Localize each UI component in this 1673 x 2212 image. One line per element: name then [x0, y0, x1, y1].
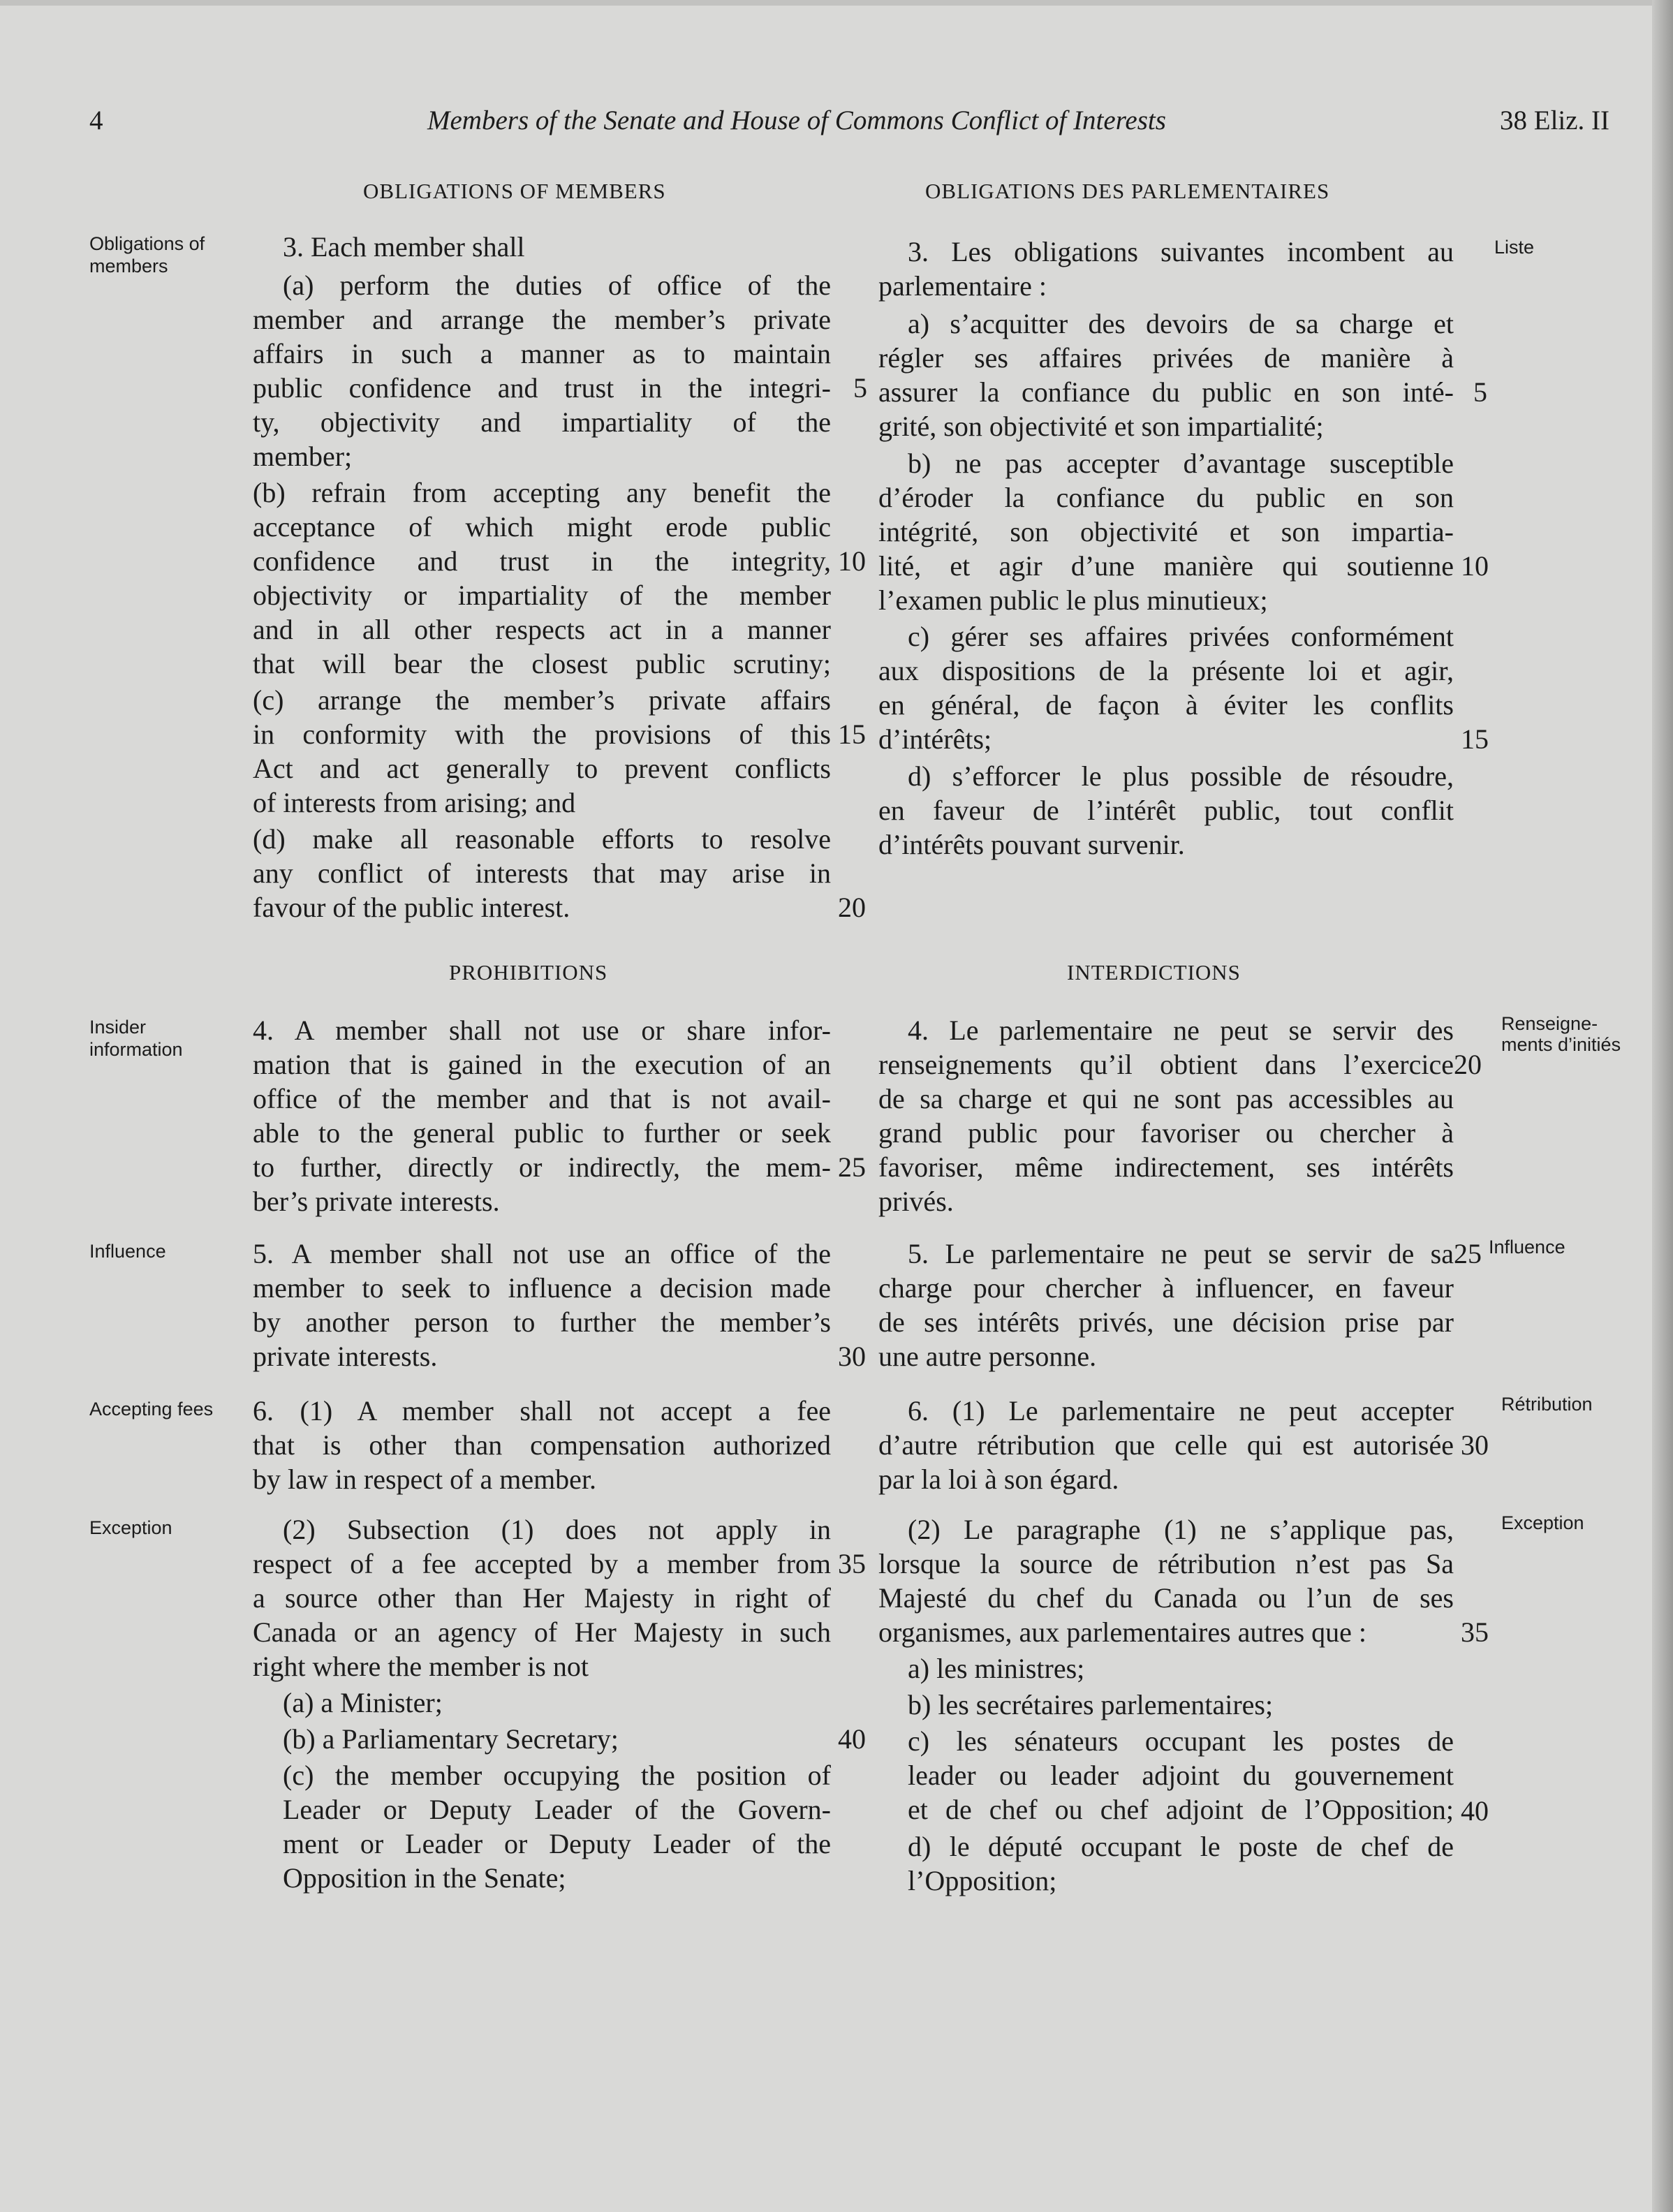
- heading-obligations-en: OBLIGATIONS OF MEMBERS: [363, 179, 666, 203]
- en-line: by law in respect of a member.: [253, 1463, 597, 1495]
- margin-note-exception-fr: Exception: [1501, 1512, 1584, 1533]
- en-line-number: 5: [853, 372, 867, 404]
- fr-line: favoriser, même indirectement, ses intérêts: [878, 1151, 1454, 1183]
- fr-line: parlementaire :: [878, 270, 1047, 302]
- fr-line: régler ses affaires privées de manière à: [878, 342, 1454, 374]
- margin-note-renseignements-line1: Renseigne-: [1501, 1013, 1598, 1034]
- en-line: ty, objectivity and impartiality of the: [253, 406, 831, 438]
- en-line-number: 15: [838, 718, 866, 750]
- en-line: of interests from arising; and: [253, 787, 576, 818]
- fr-line: d’éroder la confiance du public en son: [878, 482, 1454, 513]
- margin-note-exception: Exception: [89, 1517, 172, 1538]
- fr-line: b) ne pas accepter d’avantage susceptible: [908, 448, 1454, 479]
- en-line-number: 40: [838, 1723, 866, 1755]
- fr-line: Majesté du chef du Canada ou l’un de ses: [878, 1582, 1454, 1614]
- en-line: Opposition in the Senate;: [283, 1862, 566, 1894]
- fr-line: organismes, aux parlementaires autres que :: [878, 1616, 1367, 1648]
- fr-line: assurer la confiance du public en son inté-: [878, 376, 1454, 408]
- fr-line: d’intérêts pouvant survenir.: [878, 829, 1185, 860]
- en-line-number: 10: [838, 545, 866, 577]
- fr-line-number: 25: [1454, 1238, 1482, 1269]
- en-line: (c) the member occupying the position of: [283, 1760, 831, 1791]
- en-line: (a) perform the duties of office of the: [283, 270, 831, 301]
- en-line: to further, directly or indirectly, the mem-: [253, 1151, 831, 1183]
- en-line: public confidence and trust in the integri-: [253, 372, 831, 404]
- en-line: affairs in such a manner as to maintain: [253, 338, 831, 369]
- fr-line: l’examen public le plus minutieux;: [878, 584, 1268, 616]
- page-number: 4: [89, 105, 103, 135]
- heading-prohibitions-fr: INTERDICTIONS: [1067, 960, 1241, 985]
- en-line: Act and act generally to prevent conflicts: [253, 753, 831, 784]
- margin-note-obligations-line1: Obligations of: [89, 233, 205, 254]
- en-line: office of the member and that is not avail-: [253, 1083, 831, 1114]
- en-line: objectivity or impartiality of the member: [253, 580, 831, 611]
- fr-line-number: 5: [1473, 376, 1487, 408]
- margin-note-insider-line1: Insider: [89, 1017, 147, 1038]
- en-line-number: 20: [838, 892, 866, 923]
- fr-line: 6. (1) Le parlementaire ne peut accepter: [908, 1395, 1454, 1426]
- en-line: (c) arrange the member’s private affairs: [253, 684, 831, 716]
- en-line: Leader or Deputy Leader of the Govern-: [283, 1794, 831, 1825]
- en-line-number: 30: [838, 1341, 866, 1372]
- fr-line: lorsque la source de rétribution n’est pas Sa: [878, 1548, 1454, 1579]
- en-line: (b) a Parliamentary Secretary;: [283, 1723, 619, 1755]
- fr-line: intégrité, son objectivité et son impartia-: [878, 516, 1454, 547]
- en-line: (b) refrain from accepting any benefit the: [253, 477, 831, 508]
- en-line: respect of a fee accepted by a member from: [253, 1548, 831, 1579]
- en-line: 4. A member shall not use or share infor-: [253, 1015, 831, 1046]
- fr-line: 4. Le parlementaire ne peut se servir des: [908, 1015, 1454, 1046]
- fr-line: b) les secrétaires parlementaires;: [908, 1689, 1274, 1720]
- fr-line: par la loi à son égard.: [878, 1463, 1119, 1495]
- en-line: (d) make all reasonable efforts to resolve: [253, 823, 831, 855]
- fr-line-number: 10: [1461, 550, 1489, 582]
- en-line: that is other than compensation authorized: [253, 1429, 831, 1461]
- fr-line: lité, et agir d’une manière qui soutienne: [878, 550, 1454, 582]
- en-line: ment or Leader or Deputy Leader of the: [283, 1828, 831, 1859]
- fr-line: c) gérer ses affaires privées conformément: [908, 621, 1454, 652]
- fr-line: en général, de façon à éviter les conflits: [878, 689, 1454, 721]
- heading-obligations-fr: OBLIGATIONS DES PARLEMENTAIRES: [925, 179, 1330, 203]
- en-line: confidence and trust in the integrity,: [253, 545, 831, 577]
- en-line: any conflict of interests that may arise in: [253, 857, 831, 889]
- en-line: 5. A member shall not use an office of the: [253, 1238, 831, 1269]
- en-line: able to the general public to further or seek: [253, 1117, 831, 1149]
- en-line: right where the member is not: [253, 1651, 589, 1682]
- statute-citation: 38 Eliz. II: [1500, 105, 1610, 135]
- margin-note-influence: Influence: [89, 1241, 166, 1262]
- en-line: member to seek to influence a decision made: [253, 1272, 831, 1304]
- fr-line: et de chef ou chef adjoint de l’Opposition;: [908, 1794, 1454, 1825]
- fr-line: privés.: [878, 1186, 954, 1217]
- fr-line: de ses intérêts privés, une décision prise par: [878, 1306, 1454, 1338]
- en-line: member;: [253, 441, 353, 472]
- en-line: that will bear the closest public scrutiny;: [253, 648, 831, 679]
- fr-line: l’Opposition;: [908, 1865, 1057, 1896]
- heading-prohibitions-en: PROHIBITIONS: [449, 960, 608, 985]
- fr-line: leader ou leader adjoint du gouvernement: [908, 1760, 1454, 1791]
- fr-line: 3. Les obligations suivantes incombent au: [908, 236, 1454, 267]
- fr-line: c) les sénateurs occupant les postes de: [908, 1725, 1454, 1757]
- fr-line-number: 30: [1461, 1429, 1489, 1461]
- fr-line: (2) Le paragraphe (1) ne s’applique pas,: [908, 1514, 1454, 1545]
- en-line-number: 25: [838, 1151, 866, 1183]
- en-line: a source other than Her Majesty in right of: [253, 1582, 831, 1614]
- en-line: by another person to further the member’s: [253, 1306, 831, 1338]
- en-line: mation that is gained in the execution of an: [253, 1049, 831, 1080]
- en-line: favour of the public interest.: [253, 892, 570, 923]
- margin-note-liste: Liste: [1494, 237, 1535, 258]
- fr-line: a) les ministres;: [908, 1653, 1085, 1684]
- margin-note-obligations-line2: members: [89, 256, 168, 276]
- fr-line-number: 35: [1461, 1616, 1489, 1648]
- en-line: (a) a Minister;: [283, 1687, 443, 1718]
- fr-line-number: 40: [1461, 1795, 1489, 1827]
- en-line: private interests.: [253, 1341, 438, 1372]
- margin-note-influence-fr: Influence: [1489, 1237, 1565, 1258]
- en-line: member and arrange the member’s private: [253, 304, 831, 335]
- fr-line: d) s’efforcer le plus possible de résoudre,: [908, 760, 1454, 792]
- page-top-edge: [0, 0, 1673, 6]
- margin-note-insider-line2: information: [89, 1039, 183, 1060]
- en-line: (2) Subsection (1) does not apply in: [283, 1514, 831, 1545]
- margin-note-retribution: Rétribution: [1501, 1394, 1593, 1415]
- margin-note-accepting-fees: Accepting fees: [89, 1399, 214, 1420]
- en-line: in conformity with the provisions of this: [253, 718, 831, 750]
- fr-line: d) le député occupant le poste de chef de: [908, 1831, 1454, 1862]
- fr-line-number: 20: [1454, 1049, 1482, 1080]
- fr-line-number: 15: [1461, 723, 1489, 755]
- fr-line: de sa charge et qui ne sont pas accessibles au: [878, 1083, 1454, 1114]
- en-line-number: 35: [838, 1548, 866, 1579]
- fr-line: grand public pour favoriser ou chercher à: [878, 1117, 1454, 1149]
- fr-line: d’autre rétribution que celle qui est autorisée: [878, 1429, 1454, 1461]
- fr-line: a) s’acquitter des devoirs de sa charge et: [908, 308, 1454, 339]
- fr-line: renseignements qu’il obtient dans l’exercice: [878, 1049, 1454, 1080]
- margin-note-renseignements-line2: ments d’initiés: [1501, 1034, 1621, 1055]
- fr-line: d’intérêts;: [878, 723, 992, 755]
- en-line: and in all other respects act in a manner: [253, 614, 831, 645]
- fr-line: 5. Le parlementaire ne peut se servir de sa: [908, 1238, 1454, 1269]
- en-line: Canada or an agency of Her Majesty in such: [253, 1616, 831, 1648]
- en-line: 3. Each member shall: [283, 231, 525, 263]
- fr-line: en faveur de l’intérêt public, tout conflit: [878, 795, 1454, 826]
- page-right-edge: [1652, 0, 1673, 2212]
- fr-line: grité, son objectivité et son impartialité;: [878, 411, 1324, 442]
- en-line: acceptance of which might erode public: [253, 511, 831, 543]
- fr-line: charge pour chercher à influencer, en faveur: [878, 1272, 1454, 1304]
- fr-line: aux dispositions de la présente loi et agir,: [878, 655, 1454, 686]
- en-line: ber’s private interests.: [253, 1186, 500, 1217]
- fr-line: une autre personne.: [878, 1341, 1097, 1372]
- en-line: 6. (1) A member shall not accept a fee: [253, 1395, 831, 1426]
- running-title: Members of the Senate and House of Commons Conflict of Interests: [427, 105, 1166, 135]
